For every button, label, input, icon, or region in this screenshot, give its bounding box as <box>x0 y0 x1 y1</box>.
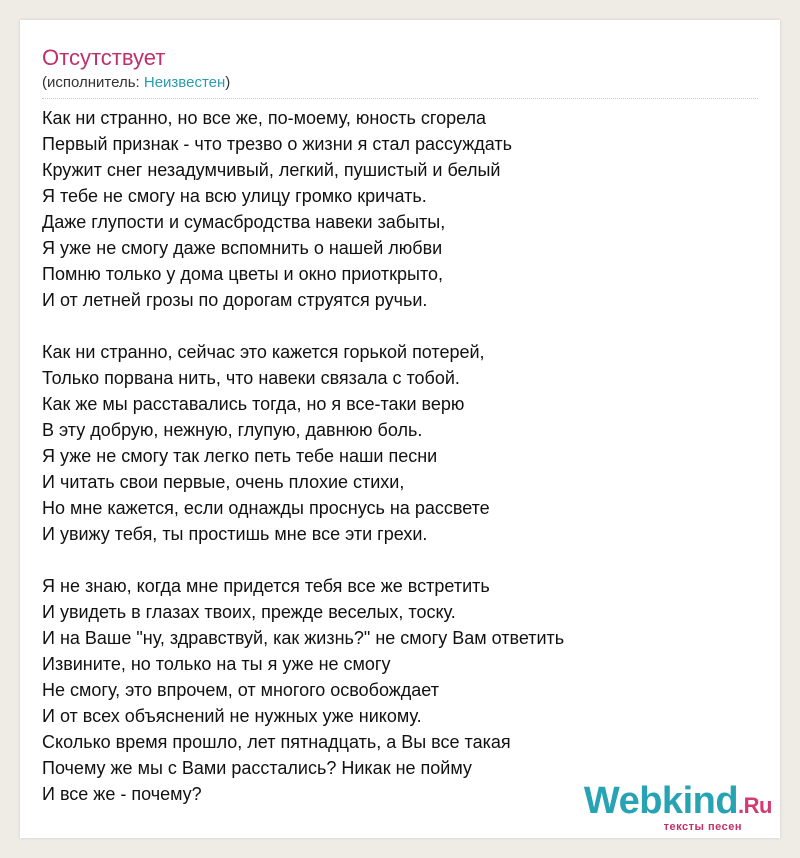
lyric-line: Только порвана нить, что навеки связала с тобой. <box>42 368 460 388</box>
lyric-line: Почему же мы с Вами расстались? Никак не пойму <box>42 758 472 778</box>
verse-2 <box>42 339 762 547</box>
artist-link[interactable]: Неизвестен <box>143 74 226 91</box>
lyric-line: И на Ваше "ну, здравствуй, как жизнь?" не смогу Вам ответить <box>42 628 565 648</box>
lyric-line: В эту добрую, нежную, глупую, давнюю боль. <box>42 420 423 440</box>
webkind-logo[interactable] <box>584 782 772 833</box>
lyric-line: Первый признак - что трезво о жизни я стал рассуждать <box>42 134 512 154</box>
lyric-line: Я тебе не смогу на всю улицу громко кричать. <box>42 186 427 206</box>
lyric-line: Сколько время прошло, лет пятнадцать, а Вы все такая <box>42 732 511 752</box>
lyrics-card <box>20 20 780 838</box>
lyrics-body <box>42 105 762 807</box>
lyric-line: И все же - почему? <box>42 784 202 804</box>
lyric-line: Я уже не смогу так легко петь тебе наши песни <box>42 446 438 466</box>
artist-suffix: ) <box>225 74 231 91</box>
artist-prefix: (исполнитель: <box>42 74 144 91</box>
lyric-line: И увижу тебя, ты простишь мне все эти грехи. <box>42 524 428 544</box>
logo-wordmark <box>584 782 772 825</box>
verse-break <box>42 547 762 573</box>
lyric-line: Кружит снег незадумчивый, легкий, пушистый и белый <box>42 160 501 180</box>
lyric-line: Даже глупости и сумасбродства навеки забыты, <box>42 212 446 232</box>
verse-1 <box>42 105 762 313</box>
header-divider <box>42 98 758 99</box>
song-title: Отсутствует <box>42 45 166 70</box>
lyric-line: И от летней грозы по дорогам струятся ручьи. <box>42 290 428 310</box>
lyric-line: Но мне кажется, если однажды проснусь на рассвете <box>42 498 490 518</box>
lyric-line: И увидеть в глазах твоих, прежде веселых, тоску. <box>42 602 456 622</box>
lyric-line: И от всех объяснений не нужных уже никому. <box>42 706 422 726</box>
lyric-line: Не смогу, это впрочем, от многого освобождает <box>42 680 439 700</box>
lyric-line: Я уже не смогу даже вспомнить о нашей любви <box>42 238 443 258</box>
verse-3 <box>42 573 762 807</box>
logo-tagline: тексты песен <box>663 821 742 833</box>
lyric-line: Помню только у дома цветы и окно приоткрыто, <box>42 264 444 284</box>
lyric-line: Я не знаю, когда мне придется тебя все же встретить <box>42 576 490 596</box>
lyric-line: Как же мы расставались тогда, но я все-таки верю <box>42 394 465 414</box>
lyric-line: Извините, но только на ты я уже не смогу <box>42 654 391 674</box>
lyric-line: Как ни странно, но все же, по-моему, юность сгорела <box>42 108 487 128</box>
lyric-line: Как ни странно, сейчас это кажется горькой потерей, <box>42 342 485 362</box>
logo-suffix: .Ru <box>738 793 772 818</box>
lyric-line: И читать свои первые, очень плохие стихи, <box>42 472 405 492</box>
artist-line <box>42 73 230 93</box>
verse-break <box>42 313 762 339</box>
logo-main-text: Webkind <box>583 780 739 822</box>
